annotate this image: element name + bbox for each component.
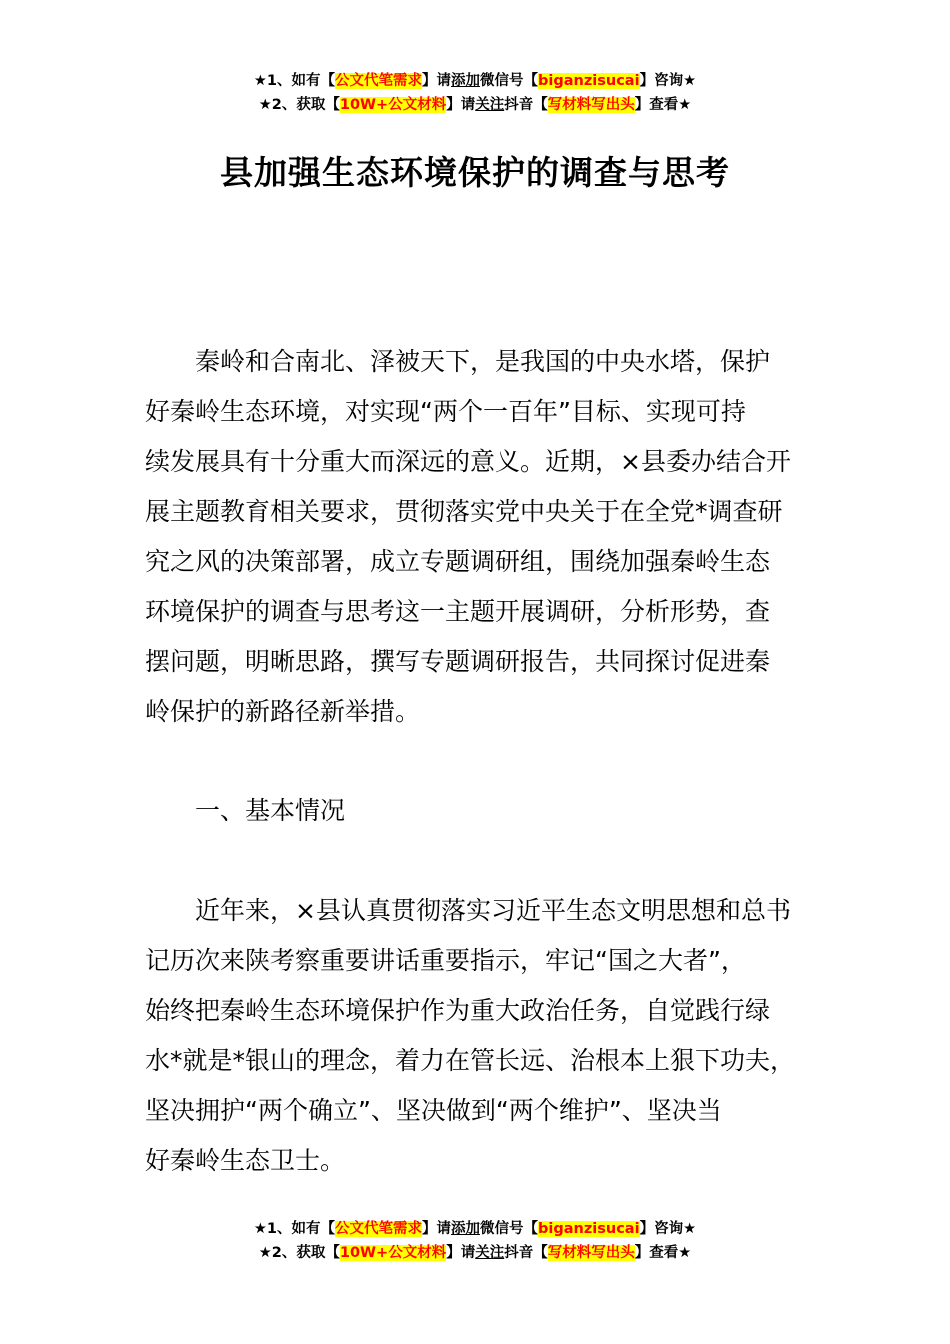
paragraph-line: 水*就是*银山的理念，着力在管长远、治根本上狠下功夫， <box>145 1046 796 1075</box>
highlight-wechat-id: biganzisucai <box>538 73 640 89</box>
paragraph-line: 始终把秦岭生态环境保护作为重大政治任务，自觉践行绿 <box>145 996 771 1025</box>
paragraph-line: 近年来，×县认真贯彻落实习近平生态文明思想和总书 <box>195 896 791 925</box>
paragraph-line: 摆问题，明晰思路，撰写专题调研报告，共同探讨促进秦 <box>145 647 771 676</box>
paragraph-basic-situation <box>145 886 837 1186</box>
promo-banner-bottom <box>0 1217 950 1265</box>
promo-line-1: ★1、如有【公文代笔需求】请添加微信号【biganzisucai】咨询★ <box>253 1221 697 1237</box>
promo-line-2: ★2、获取【10W+公文材料】请关注抖音【写材料写出头】查看★ <box>258 1245 692 1261</box>
paragraph-line: 好秦岭生态环境，对实现“两个一百年”目标、实现可持 <box>145 397 746 426</box>
paragraph-line: 记历次来陕考察重要讲话重要指示，牢记“国之大者”， <box>145 946 746 975</box>
highlight-service: 公文代笔需求 <box>335 73 423 89</box>
paragraph-line: 好秦岭生态卫士。 <box>145 1146 346 1175</box>
promo-line-2: ★2、获取【10W+公文材料】请关注抖音【写材料写出头】查看★ <box>258 97 692 113</box>
section-heading-basic-situation: 一、基本情况 <box>195 796 346 825</box>
paragraph-line: 续发展具有十分重大而深远的意义。近期，×县委办结合开 <box>145 447 791 476</box>
promo-line-1: ★1、如有【公文代笔需求】请添加微信号【biganzisucai】咨询★ <box>253 73 697 89</box>
highlight-douyin-account: 写材料写出头 <box>547 97 635 113</box>
document-title: 县加强生态环境保护的调查与思考 <box>220 153 730 192</box>
paragraph-line: 究之风的决策部署，成立专题调研组，围绕加强秦岭生态 <box>145 547 771 576</box>
paragraph-line: 秦岭和合南北、泽被天下，是我国的中央水塔，保护 <box>195 347 771 376</box>
paragraph-line: 展主题教育相关要求，贯彻落实党中央关于在全党*调查研 <box>145 497 783 526</box>
highlight-wechat-id: biganzisucai <box>538 1221 640 1237</box>
highlight-douyin-account: 写材料写出头 <box>547 1245 635 1261</box>
paragraph-line: 坚决拥护“两个确立”、坚决做到“两个维护”、坚决当 <box>145 1096 722 1125</box>
paragraph-line: 环境保护的调查与思考这一主题开展调研，分析形势，查 <box>145 597 771 626</box>
highlight-service: 公文代笔需求 <box>335 1221 423 1237</box>
highlight-materials: 10W+公文材料 <box>339 1245 447 1261</box>
promo-banner-top <box>0 69 950 117</box>
highlight-materials: 10W+公文材料 <box>339 97 447 113</box>
paragraph-line: 岭保护的新路径新举措。 <box>145 697 421 726</box>
paragraph-intro <box>145 337 837 737</box>
